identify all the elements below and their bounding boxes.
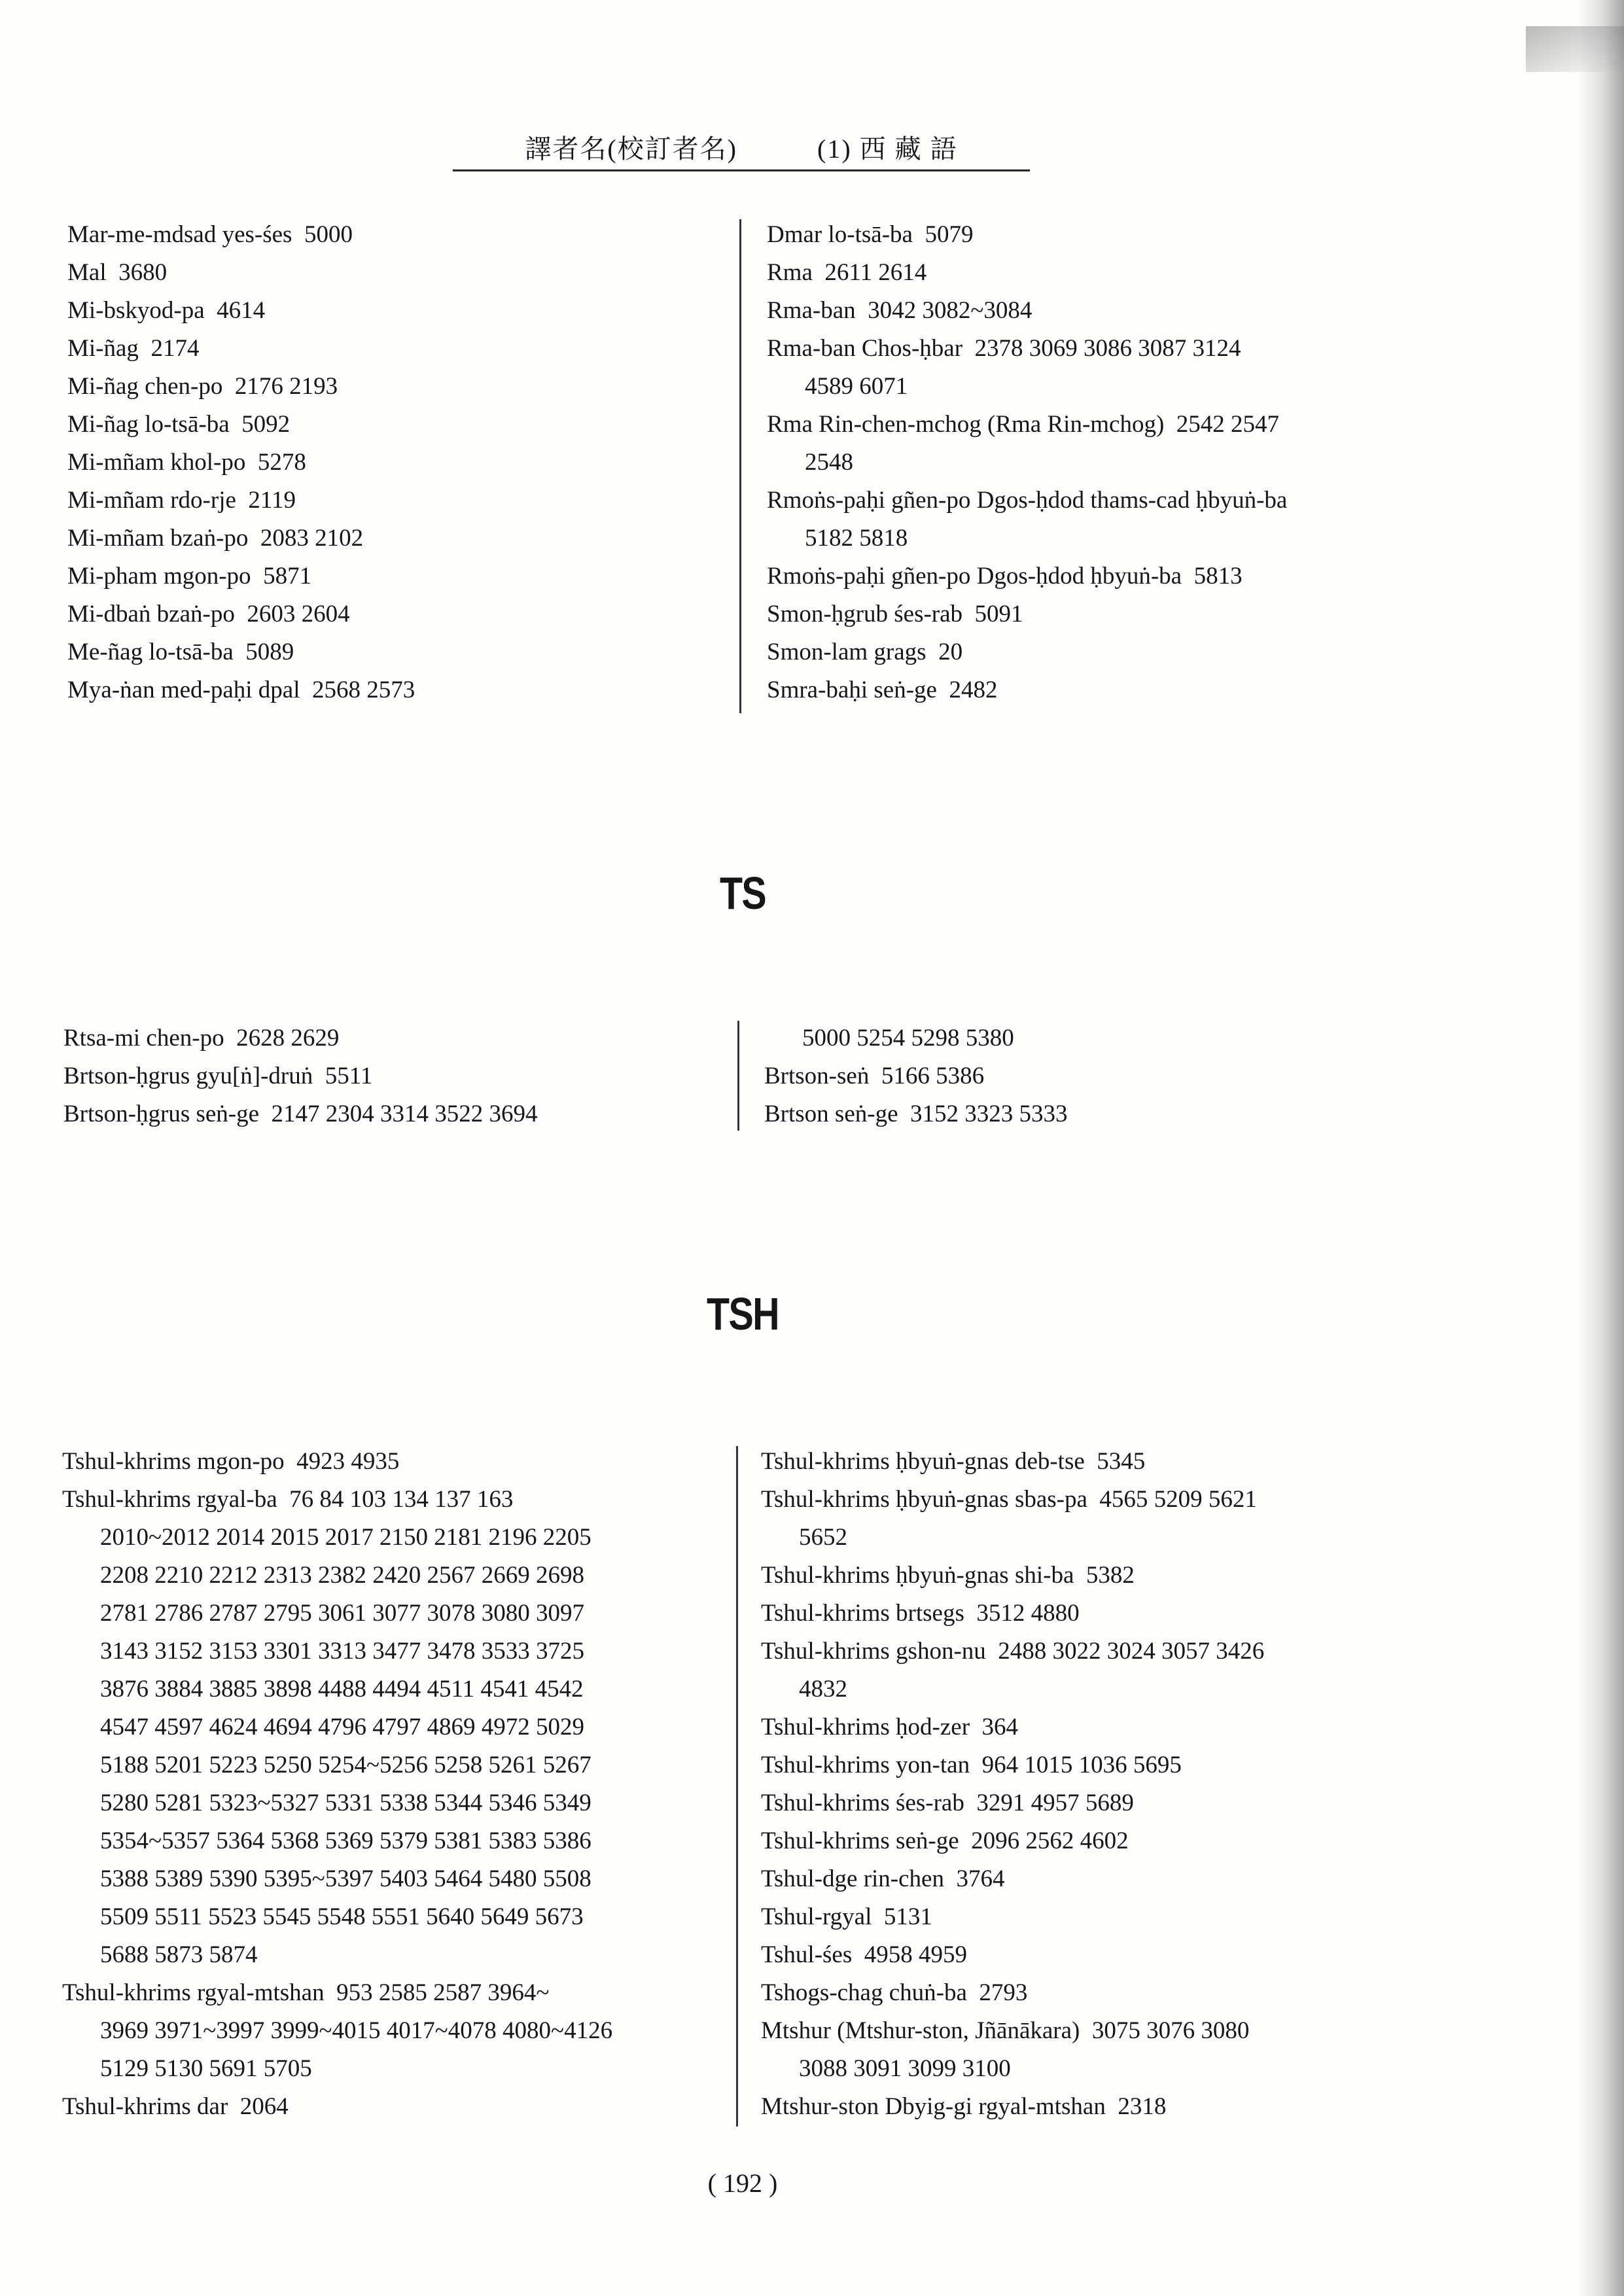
m-section-left-column xyxy=(67,216,415,709)
entry-refs: 2603 2604 xyxy=(247,601,350,627)
entry-name: Mi-pham mgon-po xyxy=(67,563,251,590)
entry-name: Tshul-khrims śes-rab xyxy=(761,1790,964,1816)
entry-refs-continuation: 3143 3152 3153 3301 3313 3477 3478 3533 3725 xyxy=(100,1638,584,1665)
index-entry xyxy=(67,633,415,671)
entry-name: Tshul-rgyal xyxy=(761,1903,872,1930)
index-entry xyxy=(62,1974,612,2088)
entry-name: Mi-mñam bzaṅ-po xyxy=(67,525,249,552)
column-divider xyxy=(737,1021,739,1131)
index-entry xyxy=(767,557,1299,595)
entry-name: Tshul-khrims dar xyxy=(62,2093,228,2120)
index-entry xyxy=(67,330,415,368)
entry-refs: 5166 5386 xyxy=(881,1063,985,1089)
entry-refs: 953 2585 2587 3964~ xyxy=(336,1979,550,2006)
entry-refs: 2542 2547 xyxy=(1176,411,1280,438)
entry-name: Me-ñag lo-tsā-ba xyxy=(67,639,234,665)
entry-refs: 2793 xyxy=(979,1979,1028,2006)
tsh-section-left-column xyxy=(62,1443,612,2126)
entry-name: Brtson-ḥgrus gyu[ṅ]-druṅ xyxy=(63,1063,313,1089)
column-divider xyxy=(739,219,741,713)
entry-refs: 2119 xyxy=(248,487,296,514)
entry-refs: 3680 xyxy=(118,259,168,286)
index-entry xyxy=(63,1095,538,1133)
entry-name: Mal xyxy=(67,259,107,286)
index-entry xyxy=(767,671,1299,709)
header-title: 譯者名(校訂者名) xyxy=(525,134,737,164)
entry-name: Mi-ñag lo-tsā-ba xyxy=(67,411,230,438)
header-section: (1) 西 藏 語 xyxy=(817,134,958,164)
index-entry xyxy=(67,406,415,444)
index-entry xyxy=(767,633,1299,671)
section-heading-tsh: TSH xyxy=(707,1288,779,1339)
index-entry xyxy=(67,444,415,482)
entry-name: Mi-dbaṅ bzaṅ-po xyxy=(67,601,235,627)
entry-refs: 2176 2193 xyxy=(234,373,338,400)
index-entry xyxy=(62,1443,612,1481)
entry-refs: 5079 xyxy=(925,221,974,248)
index-entry xyxy=(761,1481,1264,1557)
entry-refs: 964 1015 1036 5695 xyxy=(981,1752,1182,1778)
index-entry xyxy=(761,1708,1264,1746)
entry-name: Rma xyxy=(767,259,813,286)
column-divider xyxy=(736,1446,738,2127)
index-entry xyxy=(761,1898,1264,1936)
entry-refs: 3764 xyxy=(956,1865,1005,1892)
entry-name: Rma Rin-chen-mchog (Rma Rin-mchog) xyxy=(767,411,1165,438)
index-entry xyxy=(761,1595,1264,1633)
entry-name: Dmar lo-tsā-ba xyxy=(767,221,913,248)
entry-name: Brtson seṅ-ge xyxy=(764,1101,898,1127)
index-entry xyxy=(761,1557,1264,1595)
entry-refs-continuation: 5129 5130 5691 5705 xyxy=(100,2055,312,2082)
index-entry xyxy=(767,254,1299,292)
index-entry-continuation xyxy=(764,1019,1068,1057)
index-entry xyxy=(63,1019,538,1057)
entry-refs: 2488 3022 3024 3057 3426 xyxy=(998,1638,1265,1665)
entry-name: Smon-ḥgrub śes-rab xyxy=(767,601,963,627)
index-entry xyxy=(67,671,415,709)
entry-refs: 5382 xyxy=(1086,1562,1135,1589)
entry-refs: 2147 2304 3314 3522 3694 xyxy=(271,1101,538,1127)
index-entry xyxy=(767,482,1299,557)
entry-refs: 3042 3082~3084 xyxy=(868,297,1033,324)
index-entry xyxy=(764,1057,1068,1095)
entry-refs-continuation: 5509 5511 5523 5545 5548 5551 5640 5649 5673 xyxy=(100,1903,584,1930)
entry-refs: 20 xyxy=(938,639,963,665)
entry-refs-continuation: 4589 6071 xyxy=(805,373,908,400)
page-corner-shadow xyxy=(1526,26,1624,72)
entry-refs: 3075 3076 3080 xyxy=(1091,2017,1250,2044)
entry-name: Tshul-khrims rgyal-mtshan xyxy=(62,1979,325,2006)
entry-name: Rma-ban Chos-ḥbar xyxy=(767,335,963,362)
index-entry xyxy=(761,2012,1264,2088)
entry-name: Tshul-khrims gshon-nu xyxy=(761,1638,986,1665)
entry-name: Smra-baḥi seṅ-ge xyxy=(767,677,937,703)
entry-name: Mtshur-ston Dbyig-gi rgyal-mtshan xyxy=(761,2093,1106,2120)
entry-name: Mi-mñam khol-po xyxy=(67,449,246,476)
index-entry xyxy=(67,368,415,406)
entry-name: Mya-ṅan med-paḥi dpal xyxy=(67,677,300,703)
ts-section-right-column xyxy=(764,1019,1068,1133)
entry-refs: 4958 4959 xyxy=(864,1941,967,1968)
entry-refs: 4614 xyxy=(217,297,266,324)
index-entry xyxy=(761,1633,1264,1708)
entry-refs-continuation: 5280 5281 5323~5327 5331 5338 5344 5346 5349 xyxy=(100,1790,591,1816)
entry-name: Smon-lam grags xyxy=(767,639,927,665)
entry-name: Tshogs-chag chuṅ-ba xyxy=(761,1979,967,2006)
index-entry xyxy=(67,292,415,330)
entry-refs-continuation: 4547 4597 4624 4694 4796 4797 4869 4972 5029 xyxy=(100,1714,584,1740)
entry-name: Tshul-khrims rgyal-ba xyxy=(62,1486,277,1513)
entry-name: Tshul-khrims ḥbyuṅ-gnas shi-ba xyxy=(761,1562,1074,1589)
entry-name: Tshul-śes xyxy=(761,1941,853,1968)
entry-refs: 2318 xyxy=(1118,2093,1167,2120)
entry-name: Tshul-khrims yon-tan xyxy=(761,1752,970,1778)
entry-refs: 5000 xyxy=(304,221,353,248)
index-entry xyxy=(67,595,415,633)
entry-refs: 2568 2573 xyxy=(312,677,415,703)
entry-refs: 3291 4957 5689 xyxy=(976,1790,1134,1816)
entry-refs: 2083 2102 xyxy=(260,525,364,552)
index-entry xyxy=(67,520,415,557)
entry-name: Brtson-seṅ xyxy=(764,1063,870,1089)
entry-refs: 3152 3323 5333 xyxy=(910,1101,1068,1127)
entry-refs-continuation: 5688 5873 5874 xyxy=(100,1941,258,1968)
entry-refs: 5091 xyxy=(974,601,1023,627)
entry-name: Brtson-ḥgrus seṅ-ge xyxy=(63,1101,260,1127)
entry-refs-continuation: 2781 2786 2787 2795 3061 3077 3078 3080 3097 xyxy=(100,1600,584,1627)
entry-refs: 4565 5209 5621 xyxy=(1099,1486,1257,1513)
entry-refs: 5871 xyxy=(263,563,312,590)
entry-refs: 2378 3069 3086 3087 3124 xyxy=(974,335,1241,362)
index-entry xyxy=(761,1746,1264,1784)
index-entry xyxy=(67,482,415,520)
index-entry xyxy=(63,1057,538,1095)
index-entry xyxy=(62,2088,612,2126)
entry-refs: 5278 xyxy=(257,449,306,476)
index-entry xyxy=(67,254,415,292)
entry-name: Mi-ñag xyxy=(67,335,139,362)
index-entry xyxy=(767,330,1299,406)
index-entry xyxy=(62,1481,612,1974)
index-entry xyxy=(761,2088,1264,2126)
entry-name: Tshul-khrims seṅ-ge xyxy=(761,1828,959,1854)
entry-name: Tshul-khrims ḥbyuṅ-gnas deb-tse xyxy=(761,1448,1085,1475)
entry-refs: 76 84 103 134 137 163 xyxy=(289,1486,514,1513)
entry-refs-continuation: 3876 3884 3885 3898 4488 4494 4511 4541 4542 xyxy=(100,1676,584,1703)
entry-name: Mtshur (Mtshur-ston, Jñānākara) xyxy=(761,2017,1080,2044)
page-number: ( 192 ) xyxy=(707,2168,778,2198)
index-entry xyxy=(67,216,415,254)
entry-refs: 5511 xyxy=(325,1063,373,1089)
entry-refs: 2482 xyxy=(949,677,998,703)
entry-refs: 2064 xyxy=(239,2093,289,2120)
section-heading-ts: TS xyxy=(719,868,766,919)
entry-name: Mi-mñam rdo-rje xyxy=(67,487,236,514)
index-entry xyxy=(767,216,1299,254)
index-entry xyxy=(761,1936,1264,1974)
tsh-section-right-column xyxy=(761,1443,1264,2126)
entry-refs-continuation: 5388 5389 5390 5395~5397 5403 5464 5480 5508 xyxy=(100,1865,591,1892)
entry-name: Tshul-khrims ḥbyuṅ-gnas sbas-pa xyxy=(761,1486,1087,1513)
entry-refs: 5000 5254 5298 5380 xyxy=(802,1025,1014,1051)
entry-refs: 5092 xyxy=(241,411,291,438)
entry-refs-continuation: 3969 3971~3997 3999~4015 4017~4078 4080~4126 xyxy=(100,2017,613,2044)
entry-refs-continuation: 2208 2210 2212 2313 2382 2420 2567 2669 2698 xyxy=(100,1562,584,1589)
index-entry xyxy=(67,557,415,595)
entry-name: Tshul-dge rin-chen xyxy=(761,1865,944,1892)
ts-section-left-column xyxy=(63,1019,538,1133)
entry-name: Mi-ñag chen-po xyxy=(67,373,223,400)
entry-refs-continuation: 4832 xyxy=(799,1676,847,1703)
entry-name: Tshul-khrims brtsegs xyxy=(761,1600,964,1627)
entry-refs-continuation: 5188 5201 5223 5250 5254~5256 5258 5261 5267 xyxy=(100,1752,591,1778)
index-entry xyxy=(767,292,1299,330)
entry-refs: 364 xyxy=(981,1714,1019,1740)
entry-refs-continuation: 5182 5818 xyxy=(805,525,908,552)
entry-refs: 5345 xyxy=(1097,1448,1146,1475)
index-entry xyxy=(761,1443,1264,1481)
entry-name: Rma-ban xyxy=(767,297,856,324)
index-entry xyxy=(761,1784,1264,1822)
entry-refs: 5813 xyxy=(1193,563,1243,590)
entry-refs-continuation: 5652 xyxy=(799,1524,847,1551)
entry-name: Rmoṅs-paḥi gñen-po Dgos-ḥdod thams-cad ḥbyuṅ-ba xyxy=(767,487,1288,514)
entry-refs: 3512 4880 xyxy=(976,1600,1080,1627)
entry-name: Tshul-khrims ḥod-zer xyxy=(761,1714,970,1740)
entry-name: Rtsa-mi chen-po xyxy=(63,1025,224,1051)
m-section-right-column xyxy=(767,216,1299,709)
entry-refs: 2611 2614 xyxy=(824,259,927,286)
entry-name: Rmoṅs-paḥi gñen-po Dgos-ḥdod ḥbyuṅ-ba xyxy=(767,563,1182,590)
entry-name: Mar-me-mdsad yes-śes xyxy=(67,221,292,248)
entry-refs-continuation: 2548 xyxy=(805,449,853,476)
index-entry xyxy=(767,595,1299,633)
entry-refs: 2174 xyxy=(150,335,200,362)
entry-refs: 2628 2629 xyxy=(236,1025,340,1051)
entry-refs: 4923 4935 xyxy=(296,1448,400,1475)
index-entry xyxy=(761,1822,1264,1860)
index-entry xyxy=(767,406,1299,482)
page-edge-shadow xyxy=(1578,0,1624,2296)
entry-refs: 2096 2562 4602 xyxy=(971,1828,1129,1854)
entry-name: Mi-bskyod-pa xyxy=(67,297,205,324)
entry-refs-continuation: 3088 3091 3099 3100 xyxy=(799,2055,1011,2082)
index-entry xyxy=(761,1974,1264,2012)
running-header xyxy=(453,128,1030,171)
entry-refs-continuation: 2010~2012 2014 2015 2017 2150 2181 2196 2205 xyxy=(100,1524,591,1551)
index-entry xyxy=(761,1860,1264,1898)
index-entry xyxy=(764,1095,1068,1133)
entry-refs: 5089 xyxy=(245,639,294,665)
entry-name: Tshul-khrims mgon-po xyxy=(62,1448,285,1475)
entry-refs: 5131 xyxy=(883,1903,932,1930)
entry-refs-continuation: 5354~5357 5364 5368 5369 5379 5381 5383 5386 xyxy=(100,1828,591,1854)
